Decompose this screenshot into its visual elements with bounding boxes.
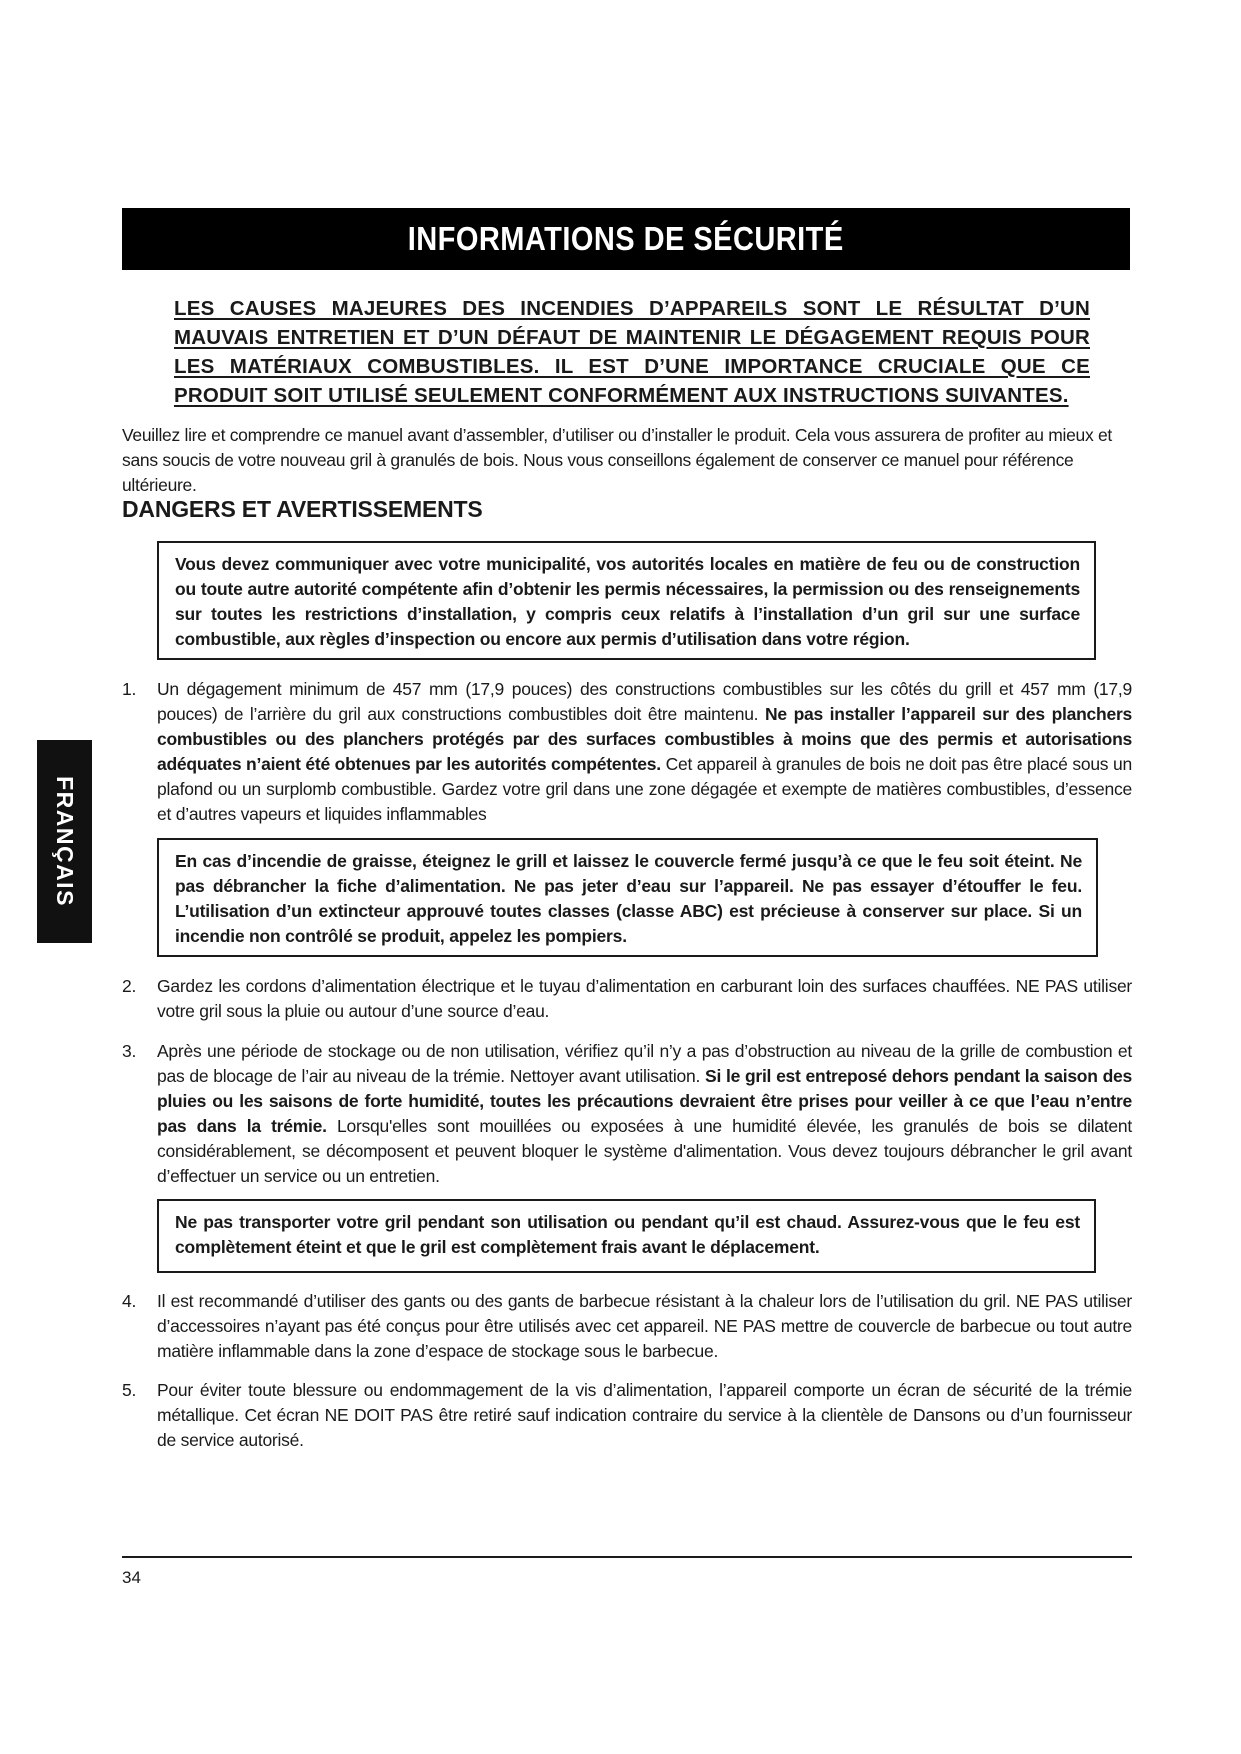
list-item-bold-text: Si le gril est entreposé dehors pendant la saison des pluies ou les saisons de forte humidité, toutes les précautions devraient être prises pour veiller à ce que l’eau n’entre pas dans la trémie. — [157, 1066, 1132, 1136]
list-item — [122, 1289, 1132, 1364]
footer-divider — [122, 1556, 1132, 1558]
list-item-text: Gardez les cordons d’alimentation électrique et le tuyau d’alimentation en carburant loin des surfaces chauffées. NE PAS utiliser votre gril sous la pluie ou autour d’une source d’eau. — [157, 976, 1132, 1021]
list-item-number: 2. — [122, 976, 137, 996]
intro-warning: LES CAUSES MAJEURES DES INCENDIES D’APPAREILS SONT LE RÉSULTAT D’UN MAUVAIS ENTRETIEN ET D’UN DÉFAUT DE MAINTENIR LE DÉGAGEMENT REQUIS POUR LES MATÉRIAUX COMBUSTIBLES. IL EST D’UNE IMPORTANCE CRUCIALE QUE CE PRODUIT SOIT UTILISÉ SEULEMENT CONFORMÉMENT AUX INSTRUCTIONS SUIVANTES. — [174, 297, 1090, 407]
warning-box-permits: Vous devez communiquer avec votre municipalité, vos autorités locales en matière de feu ou de construction ou toute autre autorité compétente afin d’obtenir les permis nécessaires, la permission ou des renseignements sur toutes les restrictions d’installation, y compris ceux relatifs à l’installation d’un gril sur une surface combustible, aux règles d’inspection ou encore aux permis d’utilisation dans votre région. — [157, 541, 1096, 660]
intro-paragraph: Veuillez lire et comprendre ce manuel avant d’assembler, d’utiliser ou d’installer le produit. Cela vous assurera de profiter au mieux et sans soucis de votre nouveau gril à granulés de bois. Nous vous conseillons également de conserver ce manuel pour référence ultérieure. — [122, 425, 1112, 495]
list-item-text: Pour éviter toute blessure ou endommagement de la vis d’alimentation, l’appareil comporte un écran de sécurité de la trémie métallique. Cet écran NE DOIT PAS être retiré sauf indication contraire du service à la clientèle de Dansons ou d’un fournisseur de service autorisé. — [157, 1380, 1132, 1450]
title-banner — [122, 208, 1130, 270]
warning-box-transport: Ne pas transporter votre gril pendant son utilisation ou pendant qu’il est chaud. Assurez-vous que le feu est complètement éteint et que le gril est complètement frais avant le déplacement. — [157, 1199, 1096, 1273]
list-item-number: 1. — [122, 679, 137, 699]
list-item-number: 4. — [122, 1291, 137, 1311]
list-item — [122, 1378, 1132, 1453]
page-number: 34 — [122, 1568, 141, 1587]
page-title: INFORMATIONS DE SÉCURITÉ — [408, 220, 844, 257]
list-item — [122, 974, 1132, 1024]
list-item-text: Un dégagement minimum de 457 mm (17,9 pouces) des constructions combustibles sur les côtés du grill et 457 mm (17,9 pouces) de l’arrière du gril aux constructions combustibles doit être maintenu. Ne pas installer l’appareil sur des planchers combustibles ou des planchers protégés par des surfaces combustibles à moins que des permis et autorisations adéquates n’aient été obtenues par les autorités compétentes. Cet appareil à granules de bois ne doit pas être placé sous un plafond ou un surplomb combustible. Gardez votre gril dans une zone dégagée et exempte de matières combustibles, d’essence et d’autres vapeurs et liquides inflammables — [157, 679, 1132, 824]
list-item-text: Il est recommandé d’utiliser des gants ou des gants de barbecue résistant à la chaleur lors de l’utilisation du gril. NE PAS utiliser d’accessoires n’ayant pas été conçus pour être utilisés avec cet appareil. NE PAS mettre de couvercle de barbecue ou tout autre matière inflammable dans la zone d’espace de stockage sous le barbecue. — [157, 1291, 1132, 1361]
list-item-bold-text: Ne pas installer l’appareil sur des planchers combustibles ou des planchers protégés par des surfaces combustibles à moins que des permis et autorisations adéquates n’aient été obtenues par les autorités compétentes. — [157, 704, 1132, 774]
language-side-tab — [37, 740, 92, 943]
list-item-text: Après une période de stockage ou de non utilisation, vérifiez qu’il n’y a pas d’obstruction au niveau de la grille de combustion et pas de blocage de l’air au niveau de la trémie. Nettoyer avant utilisation. Si le gril est entreposé dehors pendant la saison des pluies ou les saisons de forte humidité, toutes les précautions devraient être prises pour veiller à ce que l’eau n’entre pas dans la trémie. Lorsqu'elles sont mouillées ou exposées à une humidité élevée, les granulés de bois se dilatent considérablement, se décomposent et peuvent bloquer le système d'alimentation. Vous devez toujours débrancher le gril avant d’effectuer un service ou un entretien. — [157, 1041, 1132, 1186]
section-heading: DANGERS ET AVERTISSEMENTS — [122, 496, 483, 522]
list-item — [122, 1039, 1132, 1189]
language-label: FRANÇAIS — [52, 776, 78, 907]
list-item-number: 5. — [122, 1380, 137, 1400]
warning-box-grease-fire: En cas d’incendie de graisse, éteignez le grill et laissez le couvercle fermé jusqu’à ce que le feu soit éteint. Ne pas débrancher la fiche d’alimentation. Ne pas jeter d’eau sur l’appareil. Ne pas essayer d’étouffer le feu. L’utilisation d’un extincteur approuvé toutes classes (classe ABC) est précieuse à conserver sur place. Si un incendie non contrôlé se produit, appelez les pompiers. — [157, 838, 1098, 957]
list-item-number: 3. — [122, 1041, 137, 1061]
list-item — [122, 677, 1132, 827]
